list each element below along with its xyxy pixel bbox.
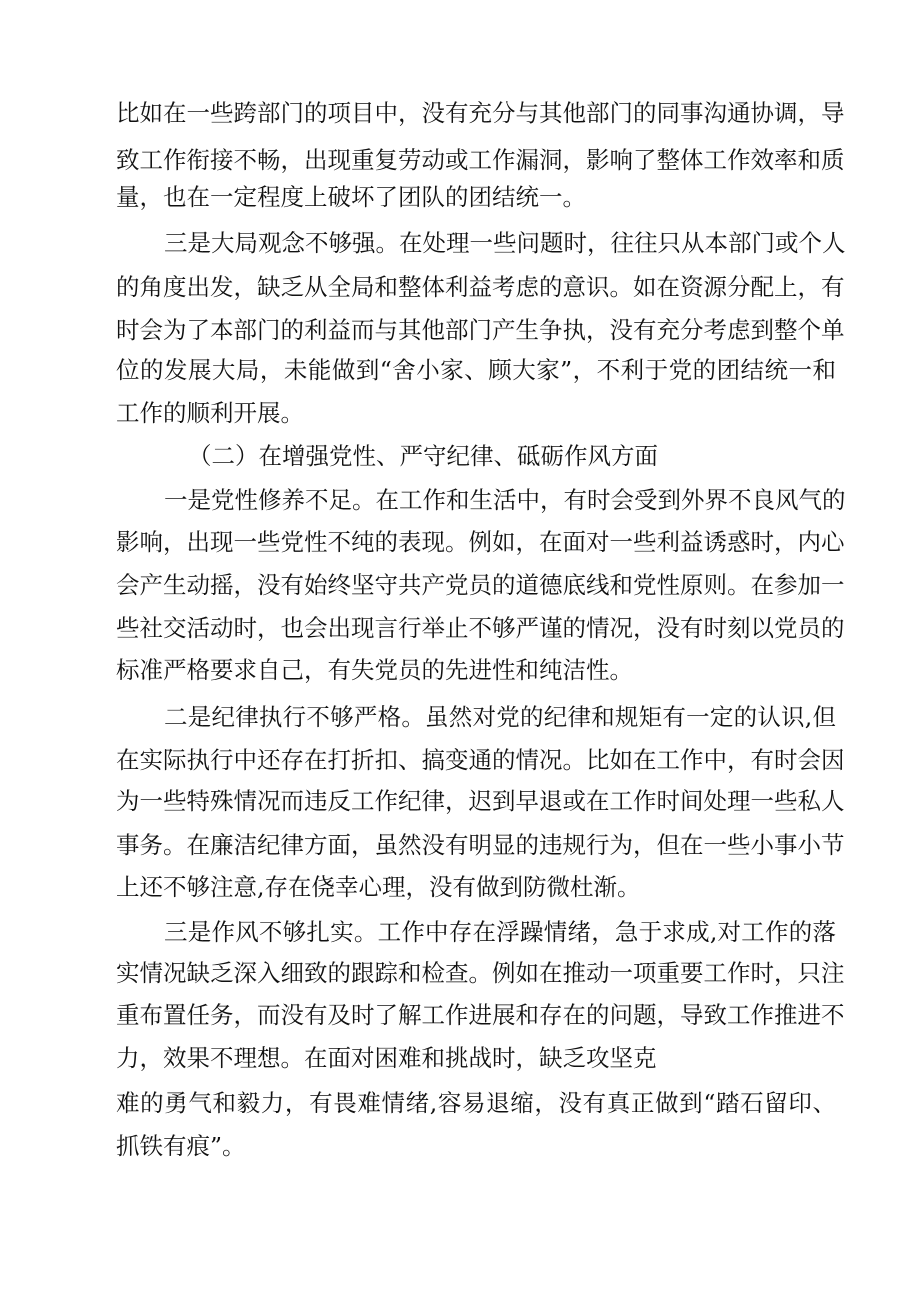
paragraph-5-line-4: 力，效果不理想。在面对困难和挑战时，缺乏攻坚克 [116,1044,657,1072]
paragraph-2-line-5: 工作的顺利开展。 [116,399,304,427]
paragraph-3-line-2: 影响，出现一些党性不纯的表现。例如，在面对一些利益诱惑时，内心 [116,528,845,556]
paragraph-2-line-4: 位的发展大局，未能做到“舍小家、顾大家”，不利于党的团结统一和 [116,356,836,384]
paragraph-5-line-2: 实情况缺乏深入细致的跟踪和检查。例如在推动一项重要工作时，只注 [116,959,845,987]
paragraph-1-line-1: 比如在一些跨部门的项目中，没有充分与其他部门的同事沟通协调，导 [116,99,845,127]
paragraph-1-line-3: 量，也在一定程度上破坏了团队的团结统一。 [116,183,586,211]
paragraph-4-line-4: 事务。在廉洁纪律方面，虽然没有明显的违规行为，但在一些小事小节 [116,831,845,859]
paragraph-4-line-1: 二是纪律执行不够严格。虽然对党的纪律和规矩有一定的认识,但 [164,703,836,731]
paragraph-5-line-5: 难的勇气和毅力，有畏难情绪,容易退缩，没有真正做到“踏石留印、 [116,1089,836,1117]
paragraph-2-line-1: 三是大局观念不够强。在处理一些问题时，往往只从本部门或个人 [164,229,846,257]
paragraph-4-line-3: 为一些特殊情况而违反工作纪律，迟到早退或在工作时间处理一些私人 [116,787,845,815]
paragraph-5-line-3: 重布置任务，而没有及时了解工作进展和存在的问题，导致工作推进不 [116,1001,845,1029]
section-heading: （二）在增强党性、严守纪律、砥砺作风方面 [188,442,658,470]
paragraph-2-line-3: 时会为了本部门的利益而与其他部门产生争执，没有充分考虑到整个单 [116,316,845,344]
paragraph-3-line-1: 一是党性修养不足。在工作和生活中，有时会受到外界不良风气的 [164,486,846,514]
paragraph-4-line-2: 在实际执行中还存在打折扣、搞变通的情况。比如在工作中，有时会因 [116,746,845,774]
paragraph-4-line-5: 上还不够注意,存在侥幸心理，没有做到防微杜渐。 [116,873,641,901]
paragraph-3-line-3: 会产生动摇，没有始终坚守共产党员的道德底线和党性原则。在参加一 [116,571,845,599]
paragraph-2-line-2: 的角度出发，缺乏从全局和整体利益考虑的意识。如在资源分配上，有 [116,273,845,301]
paragraph-3-line-5: 标准严格要求自己，有失党员的先进性和纯洁性。 [116,656,633,684]
paragraph-1-line-2: 致工作衔接不畅，出现重复劳动或工作漏洞，影响了整体工作效率和质 [116,146,845,174]
paragraph-3-line-4: 些社交活动时，也会出现言行举止不够严谨的情况，没有时刻以党员的 [116,614,845,642]
paragraph-5-line-6: 抓铁有痕”。 [116,1132,246,1160]
paragraph-5-line-1: 三是作风不够扎实。工作中存在浮躁情绪，急于求成,对工作的落 [164,918,836,946]
